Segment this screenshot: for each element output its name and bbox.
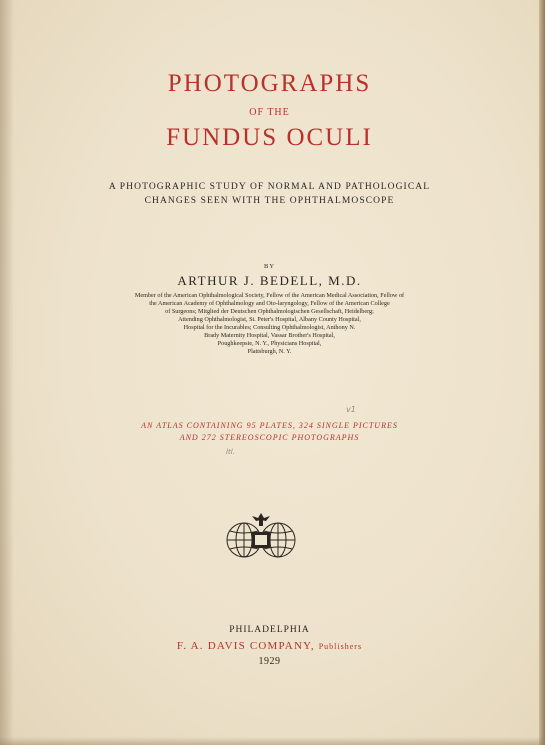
- page-bottom-edge: [0, 737, 545, 745]
- credential-line: Member of the American Ophthalmological Society, Fellow of the American Medical Association, Fellow of: [134, 292, 405, 299]
- atlas-line-1: AN ATLAS CONTAINING 95 PLATES, 324 SINGLE PICTURES: [141, 421, 398, 430]
- author-name: ARTHUR J. BEDELL, M.D.: [177, 273, 362, 288]
- publisher-device-icon: [226, 512, 296, 560]
- pencil-annotation: ltl.: [226, 448, 235, 456]
- atlas-line-2: AND 272 STEREOSCOPIC PHOTOGRAPHS: [179, 433, 360, 442]
- publisher-suffix: Publishers: [318, 642, 363, 651]
- publisher-name: F. A. DAVIS COMPANY,: [176, 640, 315, 652]
- imprint-year: 1929: [258, 656, 281, 667]
- credential-line: Plattsburgh, N. Y.: [247, 348, 292, 355]
- imprint-publisher: [0, 640, 539, 652]
- credential-line: Brady Maternity Hospital, Vassar Brother's Hospital,: [204, 332, 335, 339]
- byline-by: BY: [263, 263, 276, 270]
- subtitle-line-1: A PHOTOGRAPHIC STUDY OF NORMAL AND PATHOLOGICAL: [108, 182, 431, 192]
- page-edge: [539, 0, 545, 745]
- title-connector: OF THE: [249, 107, 290, 118]
- pencil-annotation: v1: [346, 405, 356, 414]
- title-line-2: FUNDUS OCULI: [166, 124, 373, 151]
- subtitle-line-2: CHANGES SEEN WITH THE OPHTHALMOSCOPE: [144, 196, 395, 206]
- credential-line: the American Academy of Ophthalmology and Oto-laryngology, Fellow of the American College: [149, 300, 390, 307]
- title-line-1: PHOTOGRAPHS: [167, 70, 372, 97]
- credential-line: Poughkeepsie, N. Y., Physicians Hospital,: [217, 340, 322, 347]
- imprint-place: PHILADELPHIA: [229, 625, 310, 635]
- credential-line: Attending Ophthalmologist, St. Peter's Hospital, Albany County Hospital,: [178, 316, 361, 323]
- credential-line: Hospital for the Incurables; Consulting Ophthalmologist, Anthony N.: [183, 324, 356, 331]
- credential-line: of Surgeons; Mitglied der Deutschen Ophthalmologischen Gesellschaft, Heidelberg;: [165, 308, 374, 315]
